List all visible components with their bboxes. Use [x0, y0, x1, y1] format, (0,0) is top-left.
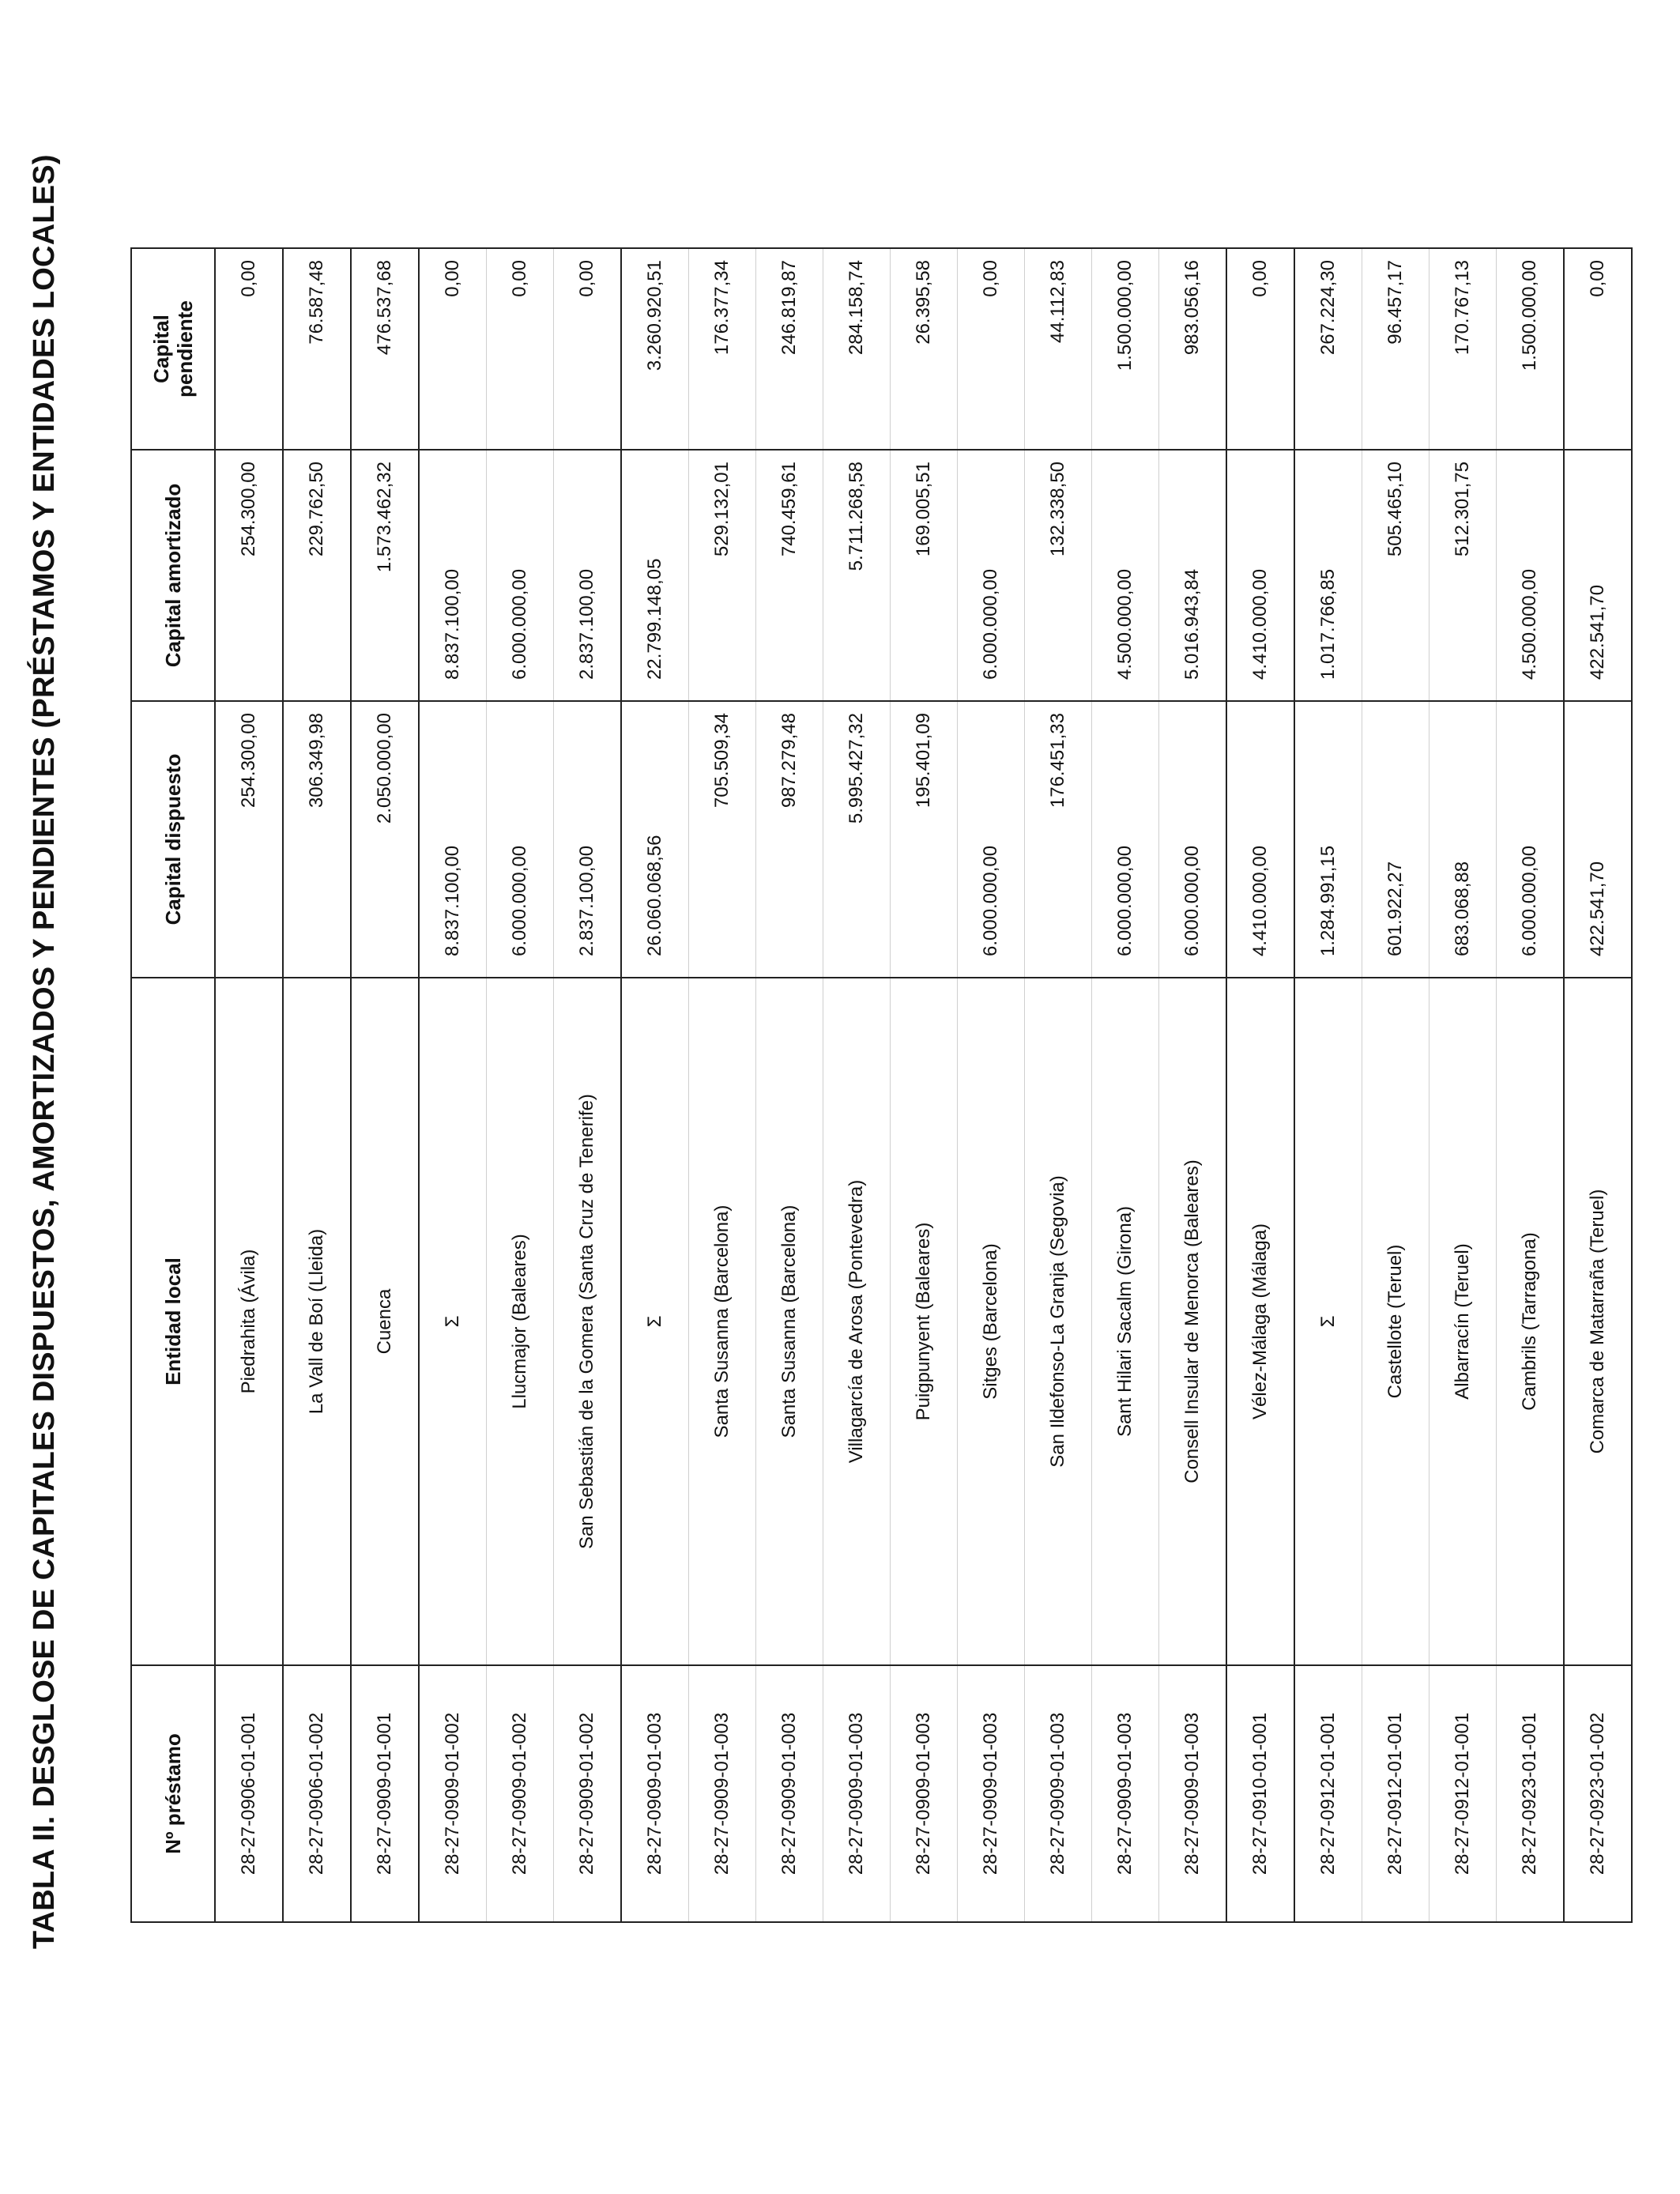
cell-amortizado: 4.500.000,00	[1092, 450, 1159, 701]
cell-amortizado: 132.338,50	[1025, 450, 1092, 701]
cell-pendiente: 176.377,34	[689, 248, 756, 450]
cell-amortizado: 422.541,70	[1564, 450, 1632, 701]
cell-dispuesto: 8.837.100,00	[419, 701, 487, 978]
cell-dispuesto: 195.401,09	[891, 701, 958, 978]
cell-pendiente: 96.457,17	[1362, 248, 1430, 450]
cell-num: 28-27-0909-01-002	[419, 1665, 487, 1922]
cell-pendiente: 267.224,30	[1294, 248, 1362, 450]
cell-num: 28-27-0923-01-001	[1497, 1665, 1565, 1922]
cell-pendiente: 284.158,74	[823, 248, 891, 450]
table-row-sum	[419, 248, 487, 1922]
cell-amortizado: 1.573.462,32	[351, 450, 419, 701]
cell-entidad: La Vall de Boí (Lleida)	[283, 978, 351, 1665]
cell-pendiente: 3.260.920,51	[621, 248, 689, 450]
cell-amortizado: 254.300,00	[215, 450, 283, 701]
cell-entidad: Santa Susanna (Barcelona)	[689, 978, 756, 1665]
cell-dispuesto: 1.284.991,15	[1294, 701, 1362, 978]
cell-amortizado: 529.132,01	[689, 450, 756, 701]
cell-dispuesto: 6.000.000,00	[1497, 701, 1565, 978]
cell-num: 28-27-0909-01-003	[621, 1665, 689, 1922]
table-row	[1092, 248, 1159, 1922]
cell-entidad: Llucmajor (Baleares)	[487, 978, 554, 1665]
cell-pendiente: 246.819,87	[756, 248, 823, 450]
cell-dispuesto: 6.000.000,00	[487, 701, 554, 978]
header-pendiente-line1: Capital	[149, 315, 173, 383]
cell-amortizado: 505.465,10	[1362, 450, 1430, 701]
cell-pendiente: 1.500.000,00	[1092, 248, 1159, 450]
header-dispuesto: Capital dispuesto	[131, 701, 215, 978]
header-entidad: Entidad local	[131, 978, 215, 1665]
page-title: TABLA II. DESGLOSE DE CAPITALES DISPUESTOS, AMORTIZADOS Y PENDIENTES (PRÉSTAMOS Y ENTIDADES LOCALES)	[28, 154, 61, 1949]
cell-num: 28-27-0909-01-003	[823, 1665, 891, 1922]
table-row	[1564, 248, 1632, 1922]
cell-num: 28-27-0909-01-003	[1092, 1665, 1159, 1922]
cell-dispuesto: 705.509,34	[689, 701, 756, 978]
cell-entidad: Piedrahita (Ávila)	[215, 978, 283, 1665]
cell-dispuesto: 26.060.068,56	[621, 701, 689, 978]
cell-num: 28-27-0906-01-002	[283, 1665, 351, 1922]
cell-num: 28-27-0909-01-001	[351, 1665, 419, 1922]
cell-num: 28-27-0909-01-003	[958, 1665, 1025, 1922]
table-row	[487, 248, 554, 1922]
cell-amortizado: 229.762,50	[283, 450, 351, 701]
cell-dispuesto: 6.000.000,00	[1159, 701, 1227, 978]
table-row	[1226, 248, 1294, 1922]
cell-pendiente: 170.767,13	[1430, 248, 1497, 450]
cell-entidad: Cuenca	[351, 978, 419, 1665]
cell-amortizado: 1.017.766,85	[1294, 450, 1362, 701]
cell-amortizado: 8.837.100,00	[419, 450, 487, 701]
cell-amortizado: 5.711.268,58	[823, 450, 891, 701]
table-row	[554, 248, 622, 1922]
table-header-row	[131, 248, 215, 1922]
cell-amortizado: 169.005,51	[891, 450, 958, 701]
cell-num: 28-27-0909-01-002	[554, 1665, 622, 1922]
cell-entidad: Consell Insular de Menorca (Baleares)	[1159, 978, 1227, 1665]
cell-pendiente: 0,00	[1564, 248, 1632, 450]
cell-entidad: Castellote (Teruel)	[1362, 978, 1430, 1665]
table-row	[351, 248, 419, 1922]
cell-dispuesto: 254.300,00	[215, 701, 283, 978]
cell-entidad: Puigpunyent (Baleares)	[891, 978, 958, 1665]
cell-dispuesto: 4.410.000,00	[1226, 701, 1294, 978]
header-pendiente-line2: pendiente	[173, 300, 197, 398]
cell-pendiente: 1.500.000,00	[1497, 248, 1565, 450]
cell-amortizado: 4.410.000,00	[1226, 450, 1294, 701]
cell-pendiente: 0,00	[215, 248, 283, 450]
cell-entidad: San Sebastián de la Gomera (Santa Cruz de Tenerife)	[554, 978, 622, 1665]
cell-entidad: Santa Susanna (Barcelona)	[756, 978, 823, 1665]
table-row	[891, 248, 958, 1922]
cell-entidad: Cambrils (Tarragona)	[1497, 978, 1565, 1665]
cell-pendiente: 76.587,48	[283, 248, 351, 450]
cell-entidad: Albarracín (Teruel)	[1430, 978, 1497, 1665]
cell-dispuesto: 6.000.000,00	[958, 701, 1025, 978]
cell-amortizado: 22.799.148,05	[621, 450, 689, 701]
cell-pendiente: 44.112,83	[1025, 248, 1092, 450]
cell-amortizado: 6.000.000,00	[487, 450, 554, 701]
header-amortizado: Capital amortizado	[131, 450, 215, 701]
table-row	[1497, 248, 1565, 1922]
cell-entidad: Vélez-Málaga (Málaga)	[1226, 978, 1294, 1665]
cell-amortizado: 4.500.000,00	[1497, 450, 1565, 701]
cell-entidad: Comarca de Matarraña (Teruel)	[1564, 978, 1632, 1665]
cell-pendiente: 0,00	[958, 248, 1025, 450]
table-row	[283, 248, 351, 1922]
table-row	[1025, 248, 1092, 1922]
cell-amortizado: 512.301,75	[1430, 450, 1497, 701]
cell-amortizado: 5.016.943,84	[1159, 450, 1227, 701]
cell-entidad: San Ildefonso-La Granja (Segovia)	[1025, 978, 1092, 1665]
cell-dispuesto: 5.995.427,32	[823, 701, 891, 978]
cell-dispuesto: 2.837.100,00	[554, 701, 622, 978]
cell-entidad-sum: Σ	[419, 978, 487, 1665]
cell-amortizado: 2.837.100,00	[554, 450, 622, 701]
cell-num: 28-27-0909-01-003	[756, 1665, 823, 1922]
table-row	[823, 248, 891, 1922]
cell-pendiente: 476.537,68	[351, 248, 419, 450]
cell-amortizado: 740.459,61	[756, 450, 823, 701]
cell-entidad-sum: Σ	[621, 978, 689, 1665]
table-row	[1159, 248, 1227, 1922]
table-row	[215, 248, 283, 1922]
cell-entidad-sum: Σ	[1294, 978, 1362, 1665]
table-row	[756, 248, 823, 1922]
cell-pendiente: 26.395,58	[891, 248, 958, 450]
cell-pendiente: 0,00	[419, 248, 487, 450]
cell-dispuesto: 6.000.000,00	[1092, 701, 1159, 978]
cell-pendiente: 0,00	[1226, 248, 1294, 450]
cell-pendiente: 0,00	[554, 248, 622, 450]
table-row-sum	[621, 248, 689, 1922]
cell-dispuesto: 683.068,88	[1430, 701, 1497, 978]
cell-entidad: Villagarcía de Arosa (Pontevedra)	[823, 978, 891, 1665]
cell-num: 28-27-0909-01-003	[891, 1665, 958, 1922]
cell-entidad: Sant Hilari Sacalm (Girona)	[1092, 978, 1159, 1665]
cell-num: 28-27-0909-01-003	[1159, 1665, 1227, 1922]
cell-num: 28-27-0906-01-001	[215, 1665, 283, 1922]
cell-pendiente: 983.056,16	[1159, 248, 1227, 450]
table-row	[689, 248, 756, 1922]
cell-num: 28-27-0923-01-002	[1564, 1665, 1632, 1922]
cell-num: 28-27-0912-01-001	[1430, 1665, 1497, 1922]
cell-dispuesto: 987.279,48	[756, 701, 823, 978]
cell-pendiente: 0,00	[487, 248, 554, 450]
table-row	[1430, 248, 1497, 1922]
cell-num: 28-27-0910-01-001	[1226, 1665, 1294, 1922]
table-row	[958, 248, 1025, 1922]
cell-num: 28-27-0912-01-001	[1294, 1665, 1362, 1922]
cell-num: 28-27-0909-01-003	[1025, 1665, 1092, 1922]
cell-dispuesto: 601.922,27	[1362, 701, 1430, 978]
table-row	[1362, 248, 1430, 1922]
cell-dispuesto: 2.050.000,00	[351, 701, 419, 978]
cell-amortizado: 6.000.000,00	[958, 450, 1025, 701]
cell-dispuesto: 176.451,33	[1025, 701, 1092, 978]
cell-dispuesto: 306.349,98	[283, 701, 351, 978]
loans-table	[130, 247, 1633, 1923]
cell-num: 28-27-0909-01-002	[487, 1665, 554, 1922]
cell-num: 28-27-0909-01-003	[689, 1665, 756, 1922]
cell-num: 28-27-0912-01-001	[1362, 1665, 1430, 1922]
header-pendiente	[131, 248, 215, 450]
cell-dispuesto: 422.541,70	[1564, 701, 1632, 978]
cell-entidad: Sitges (Barcelona)	[958, 978, 1025, 1665]
table-row-sum	[1294, 248, 1362, 1922]
header-num: Nº préstamo	[131, 1665, 215, 1922]
